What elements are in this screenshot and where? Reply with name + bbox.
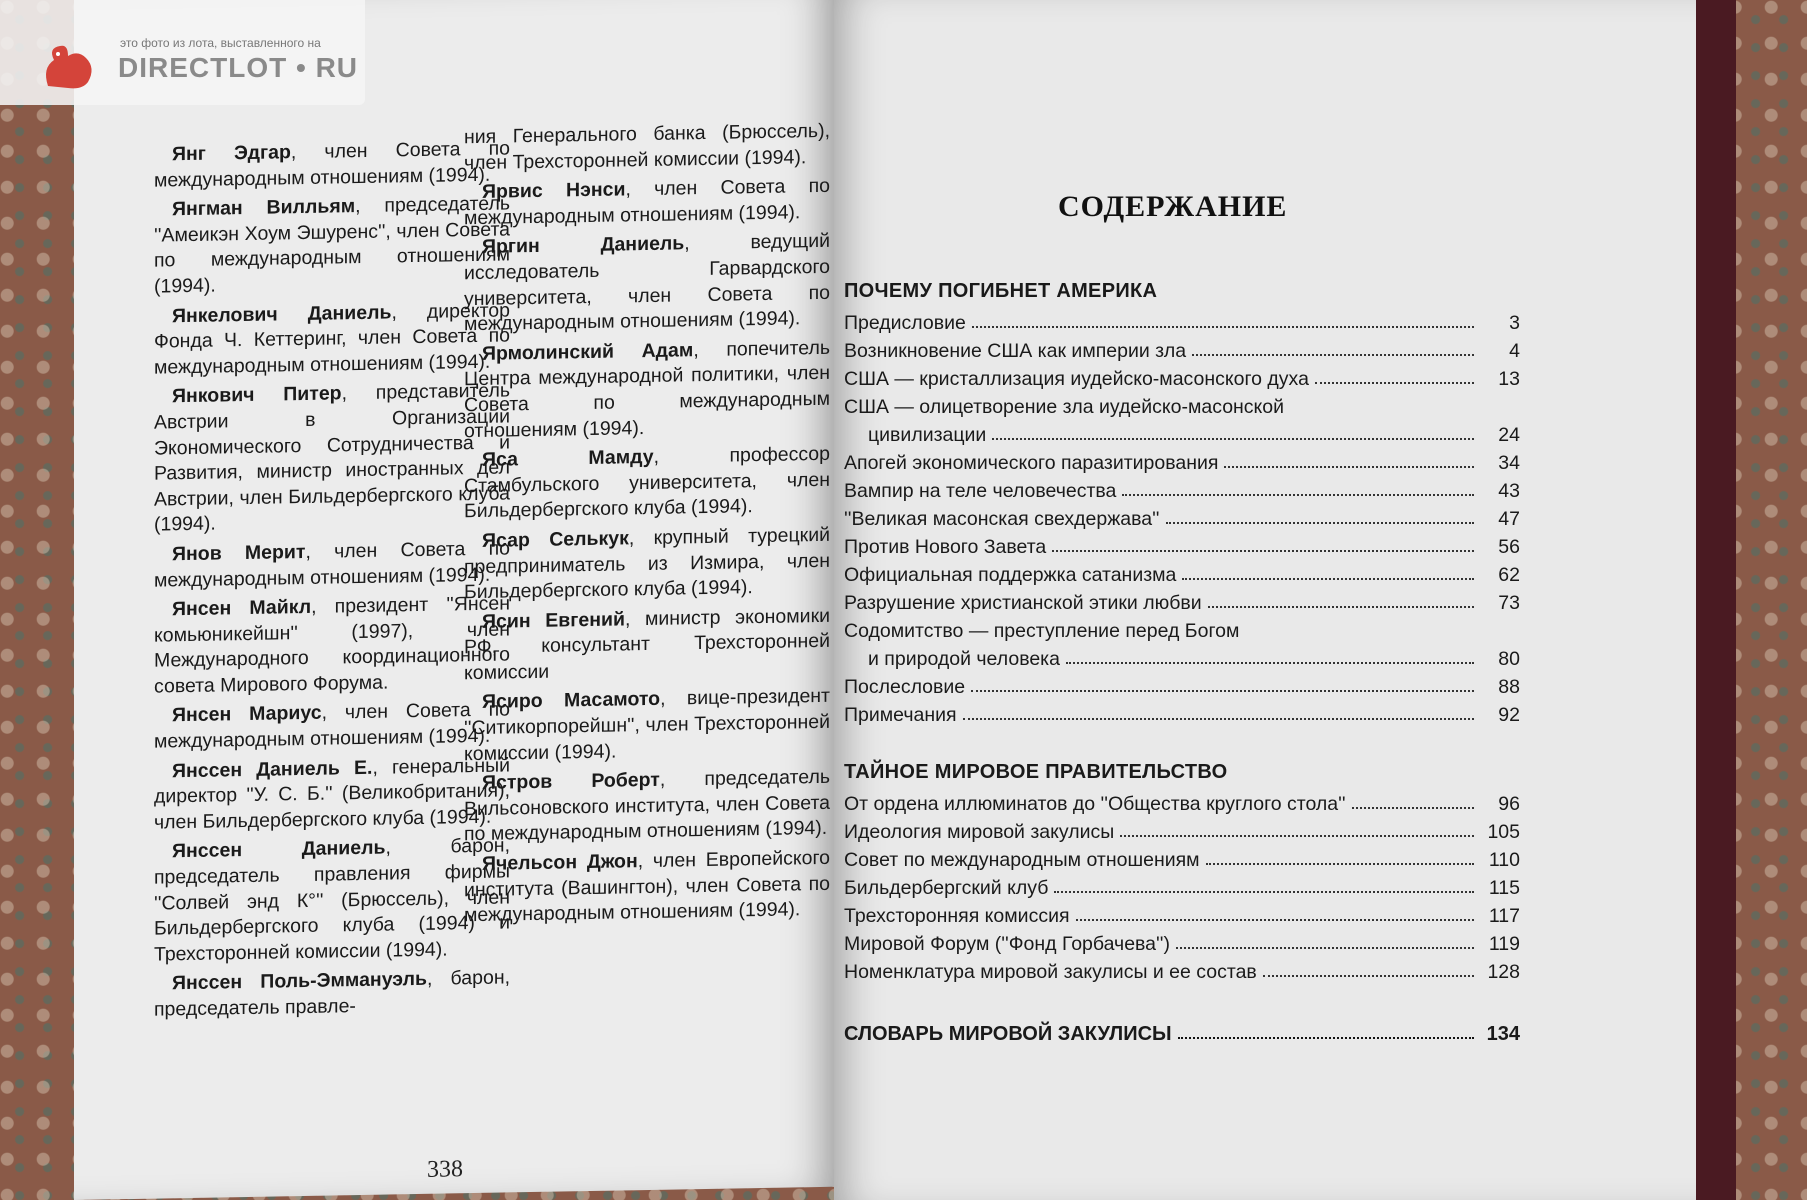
leader-dots xyxy=(1076,919,1474,921)
entry-text: , председатель ''Амеикэн Хоум Эшуренс'', член Совета по международным отношениям (1994). xyxy=(154,192,510,298)
toc-row[interactable] xyxy=(844,816,1520,844)
toc-item-title: СЛОВАРЬ МИРОВОЙ ЗАКУЛИСЫ xyxy=(844,1023,1172,1045)
toc-page-number: 117 xyxy=(1488,905,1520,927)
toc-row[interactable] xyxy=(844,503,1520,531)
entry-text: , председатель Вильсоновского института, член Совета по международным отношениям (1994). xyxy=(464,766,830,846)
dictionary-entry xyxy=(464,523,830,606)
toc-page-number: 13 xyxy=(1498,368,1520,390)
right-page xyxy=(834,0,1696,1200)
toc-row[interactable] xyxy=(868,419,1520,447)
toc-page-number: 47 xyxy=(1498,508,1520,530)
entry-name: Ясиро Масамото xyxy=(482,688,661,714)
left-column-1 xyxy=(154,136,510,1027)
entry-text: , член Совета по международным отношениям (1994). xyxy=(154,698,510,753)
toc-item-title: Апогей экономического паразитирования xyxy=(844,452,1219,474)
leader-dots xyxy=(963,718,1474,720)
toc-page-number: 73 xyxy=(1498,592,1520,614)
entry-text: , барон, председатель правле- xyxy=(154,966,511,1021)
toc-item-title: Против Нового Завета xyxy=(844,536,1047,558)
leader-dots xyxy=(972,326,1474,328)
entry-name: Ясар Селькук xyxy=(482,527,629,552)
entry-name: Яргин Даниель xyxy=(482,232,685,259)
watermark-brand: DIRECTLOT • RU xyxy=(118,52,359,83)
entry-name: Ястров Роберт xyxy=(482,769,660,795)
toc-item-title: Совет по международным отношениям xyxy=(844,849,1200,871)
entry-text: , попечитель Центра международной политики, член Совета по международным отношениям (1994). xyxy=(464,336,830,442)
toc-row[interactable] xyxy=(844,928,1520,956)
leader-dots xyxy=(1054,891,1474,893)
toc-page-number: 62 xyxy=(1498,564,1520,586)
entry-name: Янкович Питер xyxy=(172,382,342,408)
toc-page-number: 3 xyxy=(1509,312,1520,334)
entry-name: Янг Эдгар xyxy=(172,141,291,166)
dictionary-entry xyxy=(464,846,830,929)
entry-text: , профессор Стамбульского университета, член Бильдербергского клуба (1994). xyxy=(464,442,830,523)
toc-row[interactable] xyxy=(844,447,1520,475)
entry-text: , член Совета по международным отношениям (1994). xyxy=(154,137,510,192)
entry-name: Янов Мерит xyxy=(172,540,306,566)
entry-name: Янсен Мариус xyxy=(172,702,322,727)
toc-page-number: 43 xyxy=(1498,480,1520,502)
page-number: 338 xyxy=(427,1156,463,1183)
toc-item-title: Номенклатура мировой закулисы и ее состав xyxy=(844,961,1257,983)
entry-text: , барон, председатель правления фирмы ''Солвей энд К°'' (Брюссель), член Бильдербергского клуба (1994) и Трехсторонней комиссии (1994). xyxy=(154,834,510,966)
dictionary-entry xyxy=(154,698,510,755)
dictionary-entry xyxy=(154,136,510,193)
toc-row-first-line[interactable] xyxy=(844,615,1520,643)
leader-dots xyxy=(1224,466,1474,468)
toc-row[interactable] xyxy=(844,475,1520,503)
entry-text: , вице-президент ''Ситикорпорейшн'', член Трехсторонней комиссии (1994). xyxy=(464,685,830,765)
toc-row[interactable] xyxy=(844,872,1520,900)
entry-name: Янгман Вилльям xyxy=(172,195,356,221)
toc-page-number: 119 xyxy=(1488,933,1520,955)
toc-item-title: Примечания xyxy=(844,704,957,726)
toc-page-number: 115 xyxy=(1488,877,1520,899)
leader-dots xyxy=(1122,494,1474,496)
toc-item-title: США — олицетворение зла иудейско-масонской xyxy=(844,396,1285,418)
toc-page-number: 88 xyxy=(1498,676,1520,698)
toc-row[interactable] xyxy=(844,363,1520,391)
toc-page-number: 96 xyxy=(1498,793,1520,815)
dictionary-entry xyxy=(464,765,830,848)
dictionary-entry xyxy=(464,603,830,686)
toc-item-title: Официальная поддержка сатанизма xyxy=(844,564,1177,586)
section-heading: ТАЙНОЕ МИРОВОЕ ПРАВИТЕЛЬСТВО xyxy=(844,761,1228,783)
dictionary-entry xyxy=(464,174,830,232)
entry-name: Ячельсон Джон xyxy=(482,850,638,875)
entry-text: , член Европейского института (Вашингтон), член Совета по международным отношениям (1994). xyxy=(464,846,830,927)
toc-item-title: Вампир на теле человечества xyxy=(844,480,1117,502)
toc-item-title: Бильдербергский клуб xyxy=(844,877,1049,899)
dictionary-entry xyxy=(464,336,830,445)
toc-page-number: 92 xyxy=(1498,704,1520,726)
dictionary-entry xyxy=(154,591,510,700)
entry-text: , президент ''Янсен комьюникейшн'' (1997), член Международного координационного совета Мирового Форума. xyxy=(154,592,510,698)
toc-row[interactable] xyxy=(844,559,1520,587)
leader-dots xyxy=(1166,522,1474,524)
entry-text: , генеральный директор ''У. С. Б.'' (Великобритания), член Бильдербергского клуба (1994). xyxy=(154,754,510,834)
toc-page-number: 80 xyxy=(1498,648,1520,670)
entry-name: Янсен Майкл xyxy=(172,595,312,621)
leader-dots xyxy=(1066,662,1474,664)
entry-text: , директор Фонда Ч. Кеттеринг, член Совета по международным отношениям (1994). xyxy=(154,298,510,379)
toc-final-row[interactable] xyxy=(844,1018,1520,1046)
toc-item-title: Идеология мировой закулисы xyxy=(844,821,1115,843)
entry-text: , министр экономики РФ, консультант Трехсторонней комиссии xyxy=(464,604,830,685)
dictionary-entry xyxy=(154,753,510,836)
dictionary-entry xyxy=(464,442,830,525)
entry-name: Янссен Даниель Е. xyxy=(172,756,373,782)
toc-page-number: 134 xyxy=(1486,1023,1520,1045)
dictionary-entry xyxy=(464,229,830,338)
book-cover-edge xyxy=(1696,0,1736,1200)
toc-page-number: 110 xyxy=(1488,849,1520,871)
toc-row[interactable] xyxy=(844,307,1520,335)
toc-page-number: 128 xyxy=(1487,961,1520,983)
continued-entry: ния Генерального банка (Брюссель), член Трехсторонней комиссии (1994). xyxy=(464,119,830,174)
toc-row[interactable] xyxy=(844,844,1520,872)
entry-text: , ведущий исследователь Гарвардского университета, член Совета по международным отношениям (1994). xyxy=(464,230,830,336)
toc-item-title: Возникновение США как империи зла xyxy=(844,340,1187,362)
dictionary-entry xyxy=(464,684,830,767)
leader-dots xyxy=(1206,863,1474,865)
left-column-2 xyxy=(464,119,830,933)
toc-row[interactable] xyxy=(868,643,1520,671)
toc-row[interactable] xyxy=(844,699,1520,727)
toc-row[interactable] xyxy=(844,671,1520,699)
dictionary-entry xyxy=(154,192,510,301)
leader-dots xyxy=(1208,606,1474,608)
toc-item-title: Послесловие xyxy=(844,676,966,698)
leader-dots xyxy=(1178,1037,1474,1039)
entry-name: Ярмолинский Адам xyxy=(482,338,694,365)
toc-item-title: ''Великая масонская свехдержава'' xyxy=(844,508,1160,530)
dictionary-entry xyxy=(154,536,510,593)
toc-row[interactable] xyxy=(844,788,1520,816)
toc-item-title: Предисловие xyxy=(844,312,966,334)
leader-dots xyxy=(1315,382,1474,384)
dictionary-entry xyxy=(154,379,510,539)
entry-name: Янссен Поль-Эммануэль xyxy=(172,968,427,995)
toc-title: СОДЕРЖАНИЕ xyxy=(1058,190,1288,223)
leader-dots xyxy=(1182,578,1474,580)
toc-item-title-cont: цивилизации xyxy=(868,424,987,446)
watermark xyxy=(0,0,365,105)
toc-item-title: США — кристаллизация иудейско-масонского духа xyxy=(844,368,1309,390)
toc-row[interactable] xyxy=(844,587,1520,615)
section-heading: ПОЧЕМУ ПОГИБНЕТ АМЕРИКА xyxy=(844,280,1158,302)
leader-dots xyxy=(971,690,1474,692)
leader-dots xyxy=(1176,947,1474,949)
toc-item-title-cont: и природой человека xyxy=(868,648,1060,670)
dictionary-entry xyxy=(154,834,510,968)
entry-text: , член Совета по международным отношениям (1994). xyxy=(154,537,510,592)
squirrel-logo-icon xyxy=(38,38,102,94)
toc-page-number: 34 xyxy=(1498,452,1520,474)
left-page xyxy=(74,0,834,1200)
leader-dots xyxy=(1120,835,1474,837)
toc-page-number: 105 xyxy=(1487,821,1520,843)
entry-text: , крупный турецкий предприниматель из Измира, член Бильдербергского клуба (1994). xyxy=(464,523,830,604)
table-of-contents xyxy=(840,280,1520,1046)
leader-dots xyxy=(1192,354,1474,356)
toc-page-number: 4 xyxy=(1509,340,1520,362)
toc-page-number: 56 xyxy=(1498,536,1520,558)
entry-name: Янссен Даниель xyxy=(172,837,386,863)
dictionary-entry xyxy=(154,966,510,1023)
entry-name: Янкелович Даниель xyxy=(172,301,392,327)
toc-item-title: Разрушение христианской этики любви xyxy=(844,592,1202,614)
entry-name: Ясин Евгений xyxy=(482,608,625,633)
dictionary-entry xyxy=(154,298,510,381)
toc-page-number: 24 xyxy=(1498,424,1520,446)
toc-item-title: Мировой Форум (''Фонд Горбачева'') xyxy=(844,933,1170,955)
toc-row-first-line[interactable] xyxy=(844,391,1520,419)
toc-item-title: Трехсторонняя комиссия xyxy=(844,905,1070,927)
watermark-caption: это фото из лота, выставленного на xyxy=(120,36,321,50)
toc-row[interactable] xyxy=(844,335,1520,363)
entry-name: Ярвис Нэнси xyxy=(482,178,626,204)
leader-dots xyxy=(1263,975,1474,977)
toc-item-title: От ордена иллюминатов до ''Общества круглого стола'' xyxy=(844,793,1346,815)
toc-row[interactable] xyxy=(844,531,1520,559)
entry-name: Яса Мамду xyxy=(482,446,654,472)
leader-dots xyxy=(1352,807,1474,809)
entry-text: , член Совета по международным отношениям (1994). xyxy=(464,174,830,229)
toc-row[interactable] xyxy=(844,956,1520,984)
leader-dots xyxy=(1052,550,1474,552)
leader-dots xyxy=(992,438,1474,440)
toc-item-title: Содомитство — преступление перед Богом xyxy=(844,620,1240,642)
entry-text: , представитель Австрии в Организации Экономического Сотрудничества и Развития, министр иностранных дел Австрии, член Бильдербергского клуба (1994). xyxy=(154,379,510,536)
toc-row[interactable] xyxy=(844,900,1520,928)
